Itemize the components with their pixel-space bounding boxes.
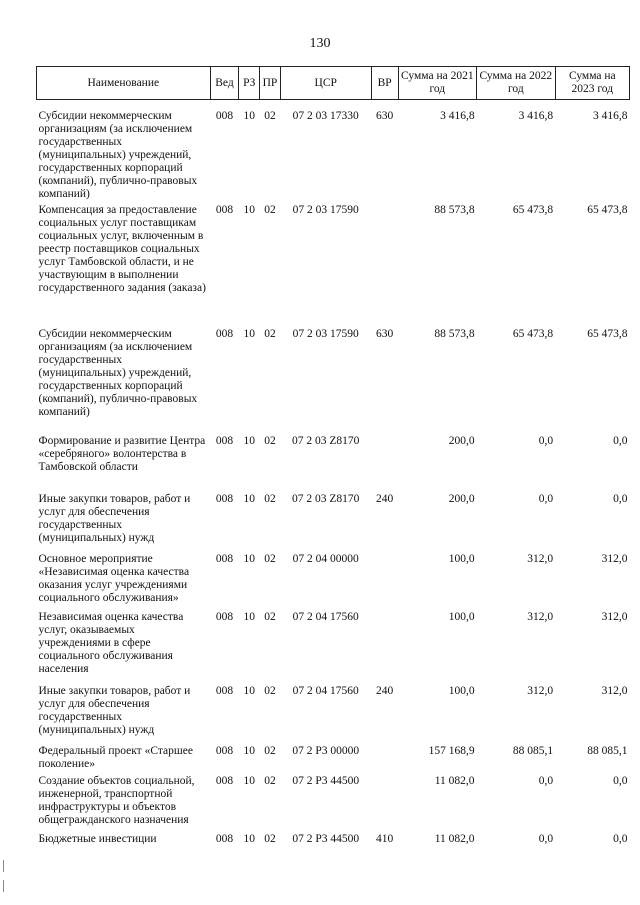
row-sum-2023: 312,0 [601, 611, 628, 623]
table-row [37, 831, 630, 849]
row-name: Иные закупки товаров, работ и услуг для обеспечения государственных (муниципальных) нужд [38, 685, 191, 736]
row-rz: 10 [243, 110, 256, 122]
row-sum-2021: 11 082,0 [434, 775, 475, 787]
row-rz: 10 [243, 435, 256, 447]
row-name: Независимая оценка качества услуг, оказываемых учреждениями в сфере социального обслуживания населения [38, 611, 184, 675]
table-body [37, 100, 630, 850]
row-rz: 10 [243, 611, 256, 623]
row-sum-2023: 88 085,1 [587, 745, 628, 757]
table-row [37, 433, 630, 491]
row-csr: 07 2 04 17560 [292, 611, 359, 623]
row-sum-2021: 100,0 [448, 553, 475, 565]
row-sum-2023: 312,0 [601, 553, 628, 565]
row-pr: 02 [264, 328, 276, 340]
row-name: Компенсация за предоставление социальных услуг поставщикам социальных услуг, включенным в реестр поставщиков социальных услуг Тамбовской области, и не участвующим в выполнении государственного задания (заказа) [38, 204, 206, 294]
header-vr: ВР [371, 67, 398, 100]
row-name: Субсидии некоммерческим организациям (за исключением государственных (муниципальных) учреждений, государственных корпораций (компаний), публично-правовых компаний) [38, 328, 198, 418]
row-ved: 008 [215, 435, 234, 447]
row-sum-2021: 11 082,0 [434, 833, 475, 845]
header-sum-2021: Сумма на 2021 год [398, 67, 477, 100]
row-sum-2022: 0,0 [538, 493, 554, 505]
row-sum-2021: 200,0 [448, 493, 475, 505]
row-sum-2022: 312,0 [527, 611, 554, 623]
scan-margin-mark [3, 880, 4, 892]
row-sum-2023: 0,0 [613, 775, 628, 787]
row-csr: 07 2 03 Z8170 [292, 435, 360, 447]
row-sum-2021: 157 168,9 [428, 745, 475, 757]
table-row [37, 551, 630, 609]
row-rz: 10 [243, 328, 256, 340]
row-sum-2021: 3 416,8 [440, 110, 475, 122]
row-rz: 10 [243, 553, 256, 565]
row-csr: 07 2 03 17590 [292, 328, 359, 340]
row-vr [371, 773, 398, 831]
row-name: Иные закупки товаров, работ и услуг для обеспечения государственных (муниципальных) нужд [38, 493, 191, 544]
row-csr: 07 2 03 17330 [292, 110, 359, 122]
row-vr: 630 [375, 328, 394, 340]
row-pr: 02 [264, 110, 276, 122]
row-csr: 07 2 P3 00000 [292, 745, 360, 757]
row-csr: 07 2 P3 44500 [292, 833, 360, 845]
row-name: Создание объектов социальной, инженерной, транспортной инфраструктуры и объектов общегражданского назначения [38, 775, 195, 826]
row-pr: 02 [264, 833, 276, 845]
row-vr: 410 [375, 833, 394, 845]
row-pr: 02 [264, 435, 276, 447]
row-pr: 02 [264, 493, 276, 505]
row-sum-2022: 65 473,8 [512, 328, 554, 340]
row-pr: 02 [264, 611, 276, 623]
row-ved: 008 [215, 775, 234, 787]
row-sum-2022: 88 085,1 [512, 745, 554, 757]
row-ved: 008 [215, 204, 234, 216]
header-name: Наименование [37, 67, 211, 100]
header-pr: ПР [260, 67, 281, 100]
row-sum-2021: 88 573,8 [434, 204, 475, 216]
row-pr: 02 [264, 745, 276, 757]
row-sum-2022: 65 473,8 [512, 204, 554, 216]
row-sum-2022: 3 416,8 [518, 110, 554, 122]
table-row [37, 773, 630, 831]
row-sum-2022: 0,0 [538, 775, 554, 787]
budget-table [36, 66, 630, 849]
row-ved: 008 [215, 685, 234, 697]
header-csr: ЦСР [280, 67, 371, 100]
row-vr [371, 433, 398, 491]
row-rz: 10 [243, 775, 256, 787]
row-pr: 02 [264, 775, 276, 787]
row-csr: 07 2 03 Z8170 [292, 493, 360, 505]
row-sum-2022: 312,0 [527, 553, 554, 565]
table-header-row [37, 67, 630, 100]
row-vr: 240 [375, 493, 394, 505]
row-sum-2022: 312,0 [527, 685, 554, 697]
row-csr: 07 2 03 17590 [292, 204, 359, 216]
row-sum-2022: 0,0 [538, 833, 554, 845]
row-sum-2021: 88 573,8 [434, 328, 475, 340]
header-sum-2023: Сумма на 2023 год [555, 67, 629, 100]
table-row [37, 202, 630, 326]
row-sum-2023: 3 416,8 [593, 110, 628, 122]
table-row [37, 743, 630, 773]
table-row [37, 326, 630, 433]
row-vr: 630 [375, 110, 394, 122]
row-sum-2023: 65 473,8 [587, 328, 628, 340]
row-sum-2021: 100,0 [448, 611, 475, 623]
row-rz: 10 [243, 833, 256, 845]
row-pr: 02 [264, 685, 276, 697]
scan-margin-mark [3, 860, 4, 872]
row-sum-2021: 100,0 [448, 685, 475, 697]
header-ved: Вед [210, 67, 239, 100]
header-rz: РЗ [239, 67, 260, 100]
row-ved: 008 [215, 493, 234, 505]
row-pr: 02 [264, 204, 276, 216]
table-row [37, 683, 630, 743]
row-sum-2023: 65 473,8 [587, 204, 628, 216]
row-ved: 008 [215, 611, 234, 623]
row-csr: 07 2 P3 44500 [292, 775, 360, 787]
row-sum-2023: 312,0 [601, 685, 628, 697]
row-ved: 008 [215, 833, 234, 845]
row-vr [371, 202, 398, 326]
row-csr: 07 2 04 00000 [292, 553, 359, 565]
row-name: Основное мероприятие «Независимая оценка качества оказания услуг учреждениями социального обслуживания» [38, 553, 190, 604]
row-vr [371, 551, 398, 609]
row-rz: 10 [243, 204, 256, 216]
table-row [37, 609, 630, 683]
row-rz: 10 [243, 493, 256, 505]
row-sum-2021: 200,0 [448, 435, 475, 447]
row-sum-2022: 0,0 [538, 435, 554, 447]
row-vr [371, 609, 398, 683]
page-number: 130 [309, 36, 331, 51]
row-sum-2023: 0,0 [613, 833, 628, 845]
row-ved: 008 [215, 745, 234, 757]
row-name: Федеральный проект «Старшее поколение» [38, 745, 193, 770]
table-row [37, 100, 630, 203]
header-sum-2022: Сумма на 2022 год [477, 67, 556, 100]
row-sum-2023: 0,0 [613, 493, 628, 505]
row-ved: 008 [215, 110, 234, 122]
row-vr [371, 743, 398, 773]
row-vr: 240 [375, 685, 394, 697]
row-name: Бюджетные инвестиции [38, 833, 157, 845]
row-rz: 10 [243, 745, 256, 757]
row-name: Субсидии некоммерческим организациям (за исключением государственных (муниципальных) учреждений, государственных корпораций (компаний), публично-правовых компаний) [38, 110, 198, 200]
table-row [37, 491, 630, 551]
row-rz: 10 [243, 685, 256, 697]
row-ved: 008 [215, 328, 234, 340]
row-sum-2023: 0,0 [613, 435, 628, 447]
row-ved: 008 [215, 553, 234, 565]
row-pr: 02 [264, 553, 276, 565]
row-csr: 07 2 04 17560 [292, 685, 359, 697]
row-name: Формирование и развитие Центра «серебряного» волонтерства в Тамбовской области [38, 435, 206, 473]
